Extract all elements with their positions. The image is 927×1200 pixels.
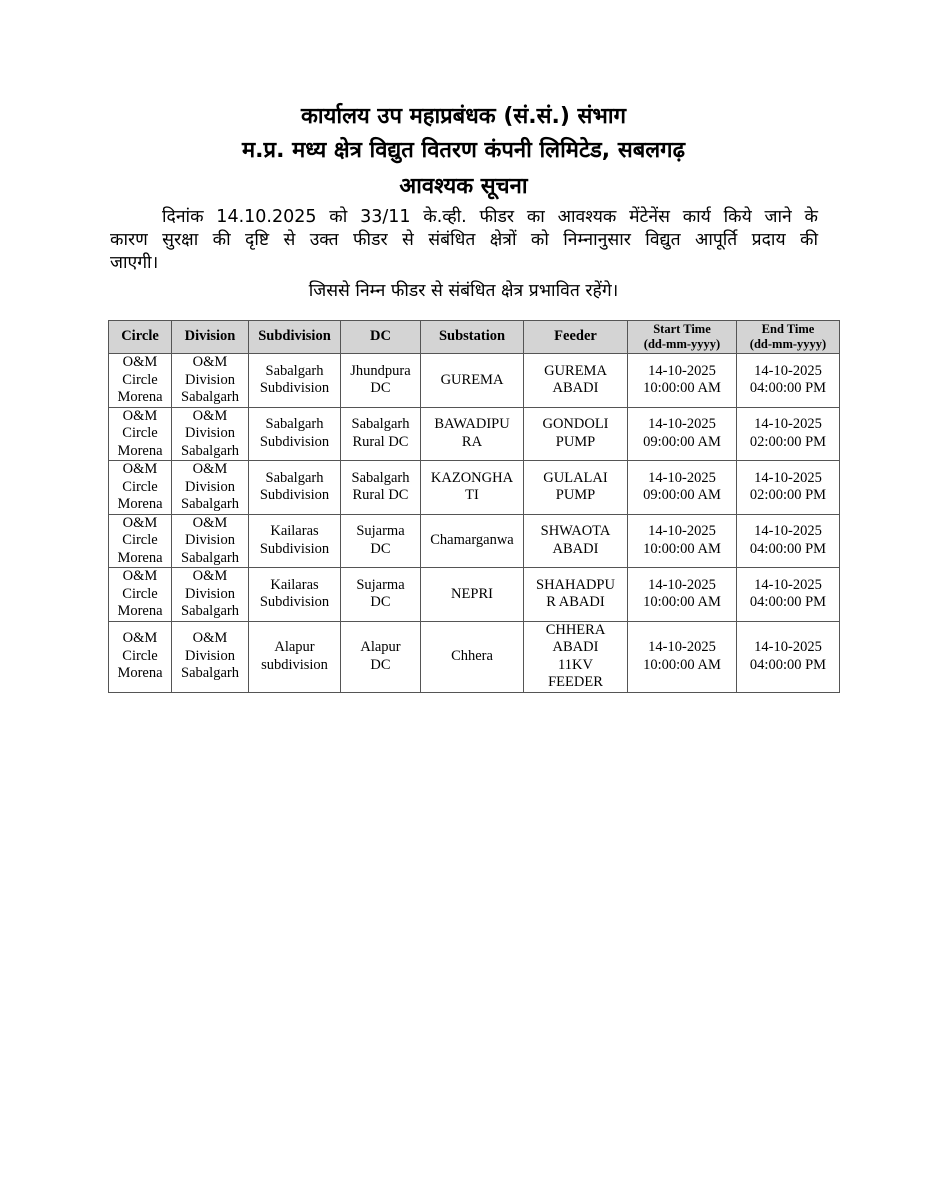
start-time-cell-line: 14-10-2025 — [648, 576, 716, 593]
start-time-cell-line: 10:00:00 AM — [643, 380, 721, 397]
end-time-cell-line: 04:00:00 PM — [749, 594, 827, 611]
header-end-time-format: (dd-mm-yyyy) — [749, 337, 827, 351]
header-start-time-line: Start Time — [653, 322, 711, 336]
start-time-cell-line: 09:00:00 AM — [643, 487, 721, 504]
header-subdivision: Subdivision — [249, 321, 341, 354]
office-title: कार्यालय उप महाप्रबंधक (सं.सं.) संभाग — [301, 104, 626, 129]
substation-cell-line: RA — [461, 433, 483, 450]
start-time-cell-line: 09:00:00 AM — [643, 433, 721, 450]
paragraph-line: कारण सुरक्षा की दृष्टि से उक्त फीडर से संबंधित क्षेत्रों को निम्नानुसार विद्युत आपूर्ति प्रदाय की — [110, 230, 818, 250]
feeder-cell-line: ABADI — [552, 639, 599, 655]
feeder-cell-line: GONDOLI — [542, 416, 609, 433]
subdivision-cell-line: Sabalgarh — [265, 469, 324, 486]
circle-cell-line: Circle — [122, 425, 158, 441]
substation-cell-line: Chhera — [451, 647, 493, 664]
substation-cell-line: BAWADIPU — [434, 416, 510, 433]
affected-areas-line: जिससे निम्न फीडर से संबंधित क्षेत्र प्रभावित रहेंगे। — [308, 281, 619, 301]
circle-cell-line: Circle — [122, 585, 158, 602]
header-feeder: Feeder — [524, 321, 628, 354]
division-cell-line: O&M — [192, 630, 228, 647]
start-time-cell — [628, 621, 737, 692]
table-row — [109, 354, 840, 408]
circle-cell-line: Morena — [117, 603, 163, 619]
division-cell — [172, 514, 249, 568]
subdivision-cell — [249, 568, 341, 622]
table-row — [109, 407, 840, 461]
circle-cell-line: Circle — [122, 478, 158, 495]
subdivision-cell-line: Kailaras — [270, 523, 319, 540]
dc-cell-line: DC — [370, 656, 391, 673]
circle-cell — [109, 621, 172, 692]
header-start-time-format: (dd-mm-yyyy) — [643, 337, 721, 351]
header-end-time — [737, 321, 840, 354]
end-time-cell — [737, 621, 840, 692]
dc-cell-line: Rural DC — [352, 487, 409, 504]
subdivision-cell-line: Sabalgarh — [265, 416, 324, 433]
subdivision-cell-line: Subdivision — [259, 540, 330, 557]
dc-cell-line: Alapur — [360, 639, 401, 655]
circle-cell-line: O&M — [122, 354, 158, 370]
dc-cell — [341, 568, 421, 622]
circle-cell — [109, 461, 172, 515]
circle-cell-line: O&M — [122, 407, 158, 424]
end-time-cell-line: 04:00:00 PM — [749, 540, 827, 557]
notice-paragraph — [110, 206, 818, 275]
feeder-cell-line: FEEDER — [548, 674, 603, 690]
end-time-cell — [737, 461, 840, 515]
division-cell-line: Sabalgarh — [181, 603, 239, 619]
end-time-cell-line: 14-10-2025 — [754, 523, 822, 540]
feeder-cell-line: PUMP — [555, 433, 596, 450]
feeder-cell — [524, 461, 628, 515]
dc-cell — [341, 621, 421, 692]
division-cell — [172, 461, 249, 515]
circle-cell — [109, 407, 172, 461]
end-time-cell — [737, 407, 840, 461]
feeder-cell — [524, 568, 628, 622]
substation-cell — [421, 568, 524, 622]
division-cell-line: Division — [185, 425, 235, 441]
feeder-cell — [524, 354, 628, 408]
circle-cell-line: O&M — [122, 568, 158, 584]
feeder-cell — [524, 621, 628, 692]
header-dc: DC — [341, 321, 421, 354]
start-time-cell-line: 14-10-2025 — [648, 469, 716, 486]
circle-cell-line: Morena — [117, 389, 163, 405]
dc-cell — [341, 407, 421, 461]
subdivision-cell-line: Alapur — [274, 639, 315, 655]
circle-cell-line: Morena — [117, 496, 163, 512]
circle-cell — [109, 514, 172, 568]
end-time-cell-line: 14-10-2025 — [754, 362, 822, 379]
feeder-cell-line: GULALAI — [543, 469, 608, 486]
division-cell — [172, 354, 249, 408]
start-time-cell — [628, 354, 737, 408]
circle-cell-line: O&M — [122, 514, 158, 531]
feeder-cell-line: PUMP — [555, 487, 596, 504]
company-name: म.प्र. मध्य क्षेत्र विद्युत वितरण कंपनी लिमिटेड, सबलगढ़ — [242, 138, 685, 163]
feeder-cell-line: CHHERA — [545, 621, 606, 638]
header-division: Division — [172, 321, 249, 354]
subdivision-cell-line: Subdivision — [259, 380, 330, 397]
dc-cell — [341, 354, 421, 408]
substation-cell-line: TI — [465, 487, 479, 504]
division-cell-line: Sabalgarh — [181, 549, 239, 566]
end-time-cell-line: 14-10-2025 — [754, 416, 822, 433]
substation-cell-line: KAZONGHA — [430, 469, 514, 486]
start-time-cell — [628, 461, 737, 515]
table-header-row — [109, 321, 840, 354]
subdivision-cell-line: Subdivision — [259, 594, 330, 611]
start-time-cell-line: 10:00:00 AM — [643, 594, 721, 611]
start-time-cell — [628, 568, 737, 622]
subdivision-cell — [249, 461, 341, 515]
end-time-cell — [737, 514, 840, 568]
feeder-cell — [524, 514, 628, 568]
start-time-cell — [628, 514, 737, 568]
notice-title: आवश्यक सूचना — [399, 174, 528, 199]
header-substation: Substation — [421, 321, 524, 354]
subdivision-cell-line: Kailaras — [270, 576, 319, 593]
circle-cell-line: Circle — [122, 532, 158, 548]
subdivision-cell-line: subdivision — [261, 656, 328, 673]
end-time-cell-line: 14-10-2025 — [754, 639, 822, 655]
division-cell-line: Division — [185, 585, 235, 602]
feeder-cell-line: 11KV — [558, 656, 593, 673]
dc-cell-line: Sabalgarh — [351, 416, 410, 433]
end-time-cell-line: 14-10-2025 — [754, 469, 822, 486]
subdivision-cell — [249, 514, 341, 568]
table-row — [109, 461, 840, 515]
header-circle: Circle — [109, 321, 172, 354]
shutdown-schedule-table — [108, 320, 840, 693]
end-time-cell — [737, 568, 840, 622]
division-cell-line: O&M — [192, 568, 228, 584]
circle-cell-line: Morena — [117, 549, 163, 566]
subdivision-cell-line: Sabalgarh — [265, 362, 324, 379]
division-cell-line: O&M — [192, 354, 228, 370]
subdivision-cell-line: Subdivision — [259, 433, 330, 450]
division-cell-line: Division — [185, 647, 235, 664]
subdivision-cell — [249, 407, 341, 461]
end-time-cell-line: 14-10-2025 — [754, 576, 822, 593]
start-time-cell-line: 14-10-2025 — [648, 362, 716, 379]
division-cell-line: Division — [185, 478, 235, 495]
header-start-time — [628, 321, 737, 354]
substation-cell — [421, 461, 524, 515]
dc-cell-line: Sujarma — [356, 523, 405, 540]
dc-cell-line: DC — [370, 540, 391, 557]
circle-cell-line: Morena — [117, 442, 163, 459]
division-cell-line: Division — [185, 532, 235, 548]
circle-cell-line: Circle — [122, 647, 158, 664]
dc-cell — [341, 514, 421, 568]
division-cell-line: Sabalgarh — [181, 389, 239, 405]
circle-cell-line: O&M — [122, 461, 158, 477]
subdivision-cell-line: Subdivision — [259, 487, 330, 504]
table-row — [109, 621, 840, 692]
feeder-cell-line: GUREMA — [544, 362, 607, 379]
substation-cell-line: Chamarganwa — [430, 532, 514, 548]
substation-cell — [421, 621, 524, 692]
table-row — [109, 568, 840, 622]
division-cell-line: Sabalgarh — [181, 496, 239, 512]
division-cell-line: Division — [185, 371, 235, 388]
feeder-cell-line: SHWAOTA — [540, 523, 611, 540]
table-body — [109, 354, 840, 693]
end-time-cell-line: 02:00:00 PM — [749, 433, 827, 450]
paragraph-line: जाएगी। — [110, 253, 159, 273]
dc-cell — [341, 461, 421, 515]
division-cell — [172, 568, 249, 622]
substation-cell — [421, 407, 524, 461]
dc-cell-line: DC — [370, 380, 391, 397]
circle-cell-line: Morena — [117, 665, 163, 682]
end-time-cell-line: 04:00:00 PM — [749, 656, 827, 673]
feeder-cell — [524, 407, 628, 461]
start-time-cell-line: 14-10-2025 — [648, 416, 716, 433]
start-time-cell-line: 14-10-2025 — [648, 639, 716, 655]
subdivision-cell — [249, 621, 341, 692]
division-cell — [172, 621, 249, 692]
header-end-time-line: End Time — [761, 322, 815, 336]
circle-cell-line: O&M — [122, 630, 158, 647]
feeder-cell-line: SHAHADPU — [536, 576, 615, 593]
substation-cell — [421, 354, 524, 408]
circle-cell-line: Circle — [122, 371, 158, 388]
start-time-cell — [628, 407, 737, 461]
paragraph-line: दिनांक 14.10.2025 को 33/11 के.व्ही. फीडर का आवश्यक मेंटेनेंस कार्य किये जाने के — [162, 207, 818, 227]
start-time-cell-line: 10:00:00 AM — [643, 540, 721, 557]
feeder-cell-line: R ABADI — [546, 594, 605, 611]
start-time-cell-line: 14-10-2025 — [648, 523, 716, 540]
division-cell-line: O&M — [192, 407, 228, 424]
table-row — [109, 514, 840, 568]
end-time-cell-line: 04:00:00 PM — [749, 380, 827, 397]
dc-cell-line: Rural DC — [352, 433, 409, 450]
dc-cell-line: Jhundpura — [350, 362, 411, 379]
division-cell — [172, 407, 249, 461]
dc-cell-line: Sujarma — [356, 576, 405, 593]
subdivision-cell — [249, 354, 341, 408]
division-cell-line: Sabalgarh — [181, 665, 239, 682]
division-cell-line: O&M — [192, 514, 228, 531]
end-time-cell — [737, 354, 840, 408]
feeder-cell-line: ABADI — [552, 380, 599, 397]
circle-cell — [109, 354, 172, 408]
substation-cell — [421, 514, 524, 568]
circle-cell — [109, 568, 172, 622]
division-cell-line: O&M — [192, 461, 228, 477]
end-time-cell-line: 02:00:00 PM — [749, 487, 827, 504]
dc-cell-line: DC — [370, 594, 391, 611]
division-cell-line: Sabalgarh — [181, 442, 239, 459]
substation-cell-line: GUREMA — [440, 371, 504, 388]
substation-cell-line: NEPRI — [451, 585, 493, 602]
feeder-cell-line: ABADI — [552, 540, 599, 557]
start-time-cell-line: 10:00:00 AM — [643, 656, 721, 673]
dc-cell-line: Sabalgarh — [351, 469, 410, 486]
